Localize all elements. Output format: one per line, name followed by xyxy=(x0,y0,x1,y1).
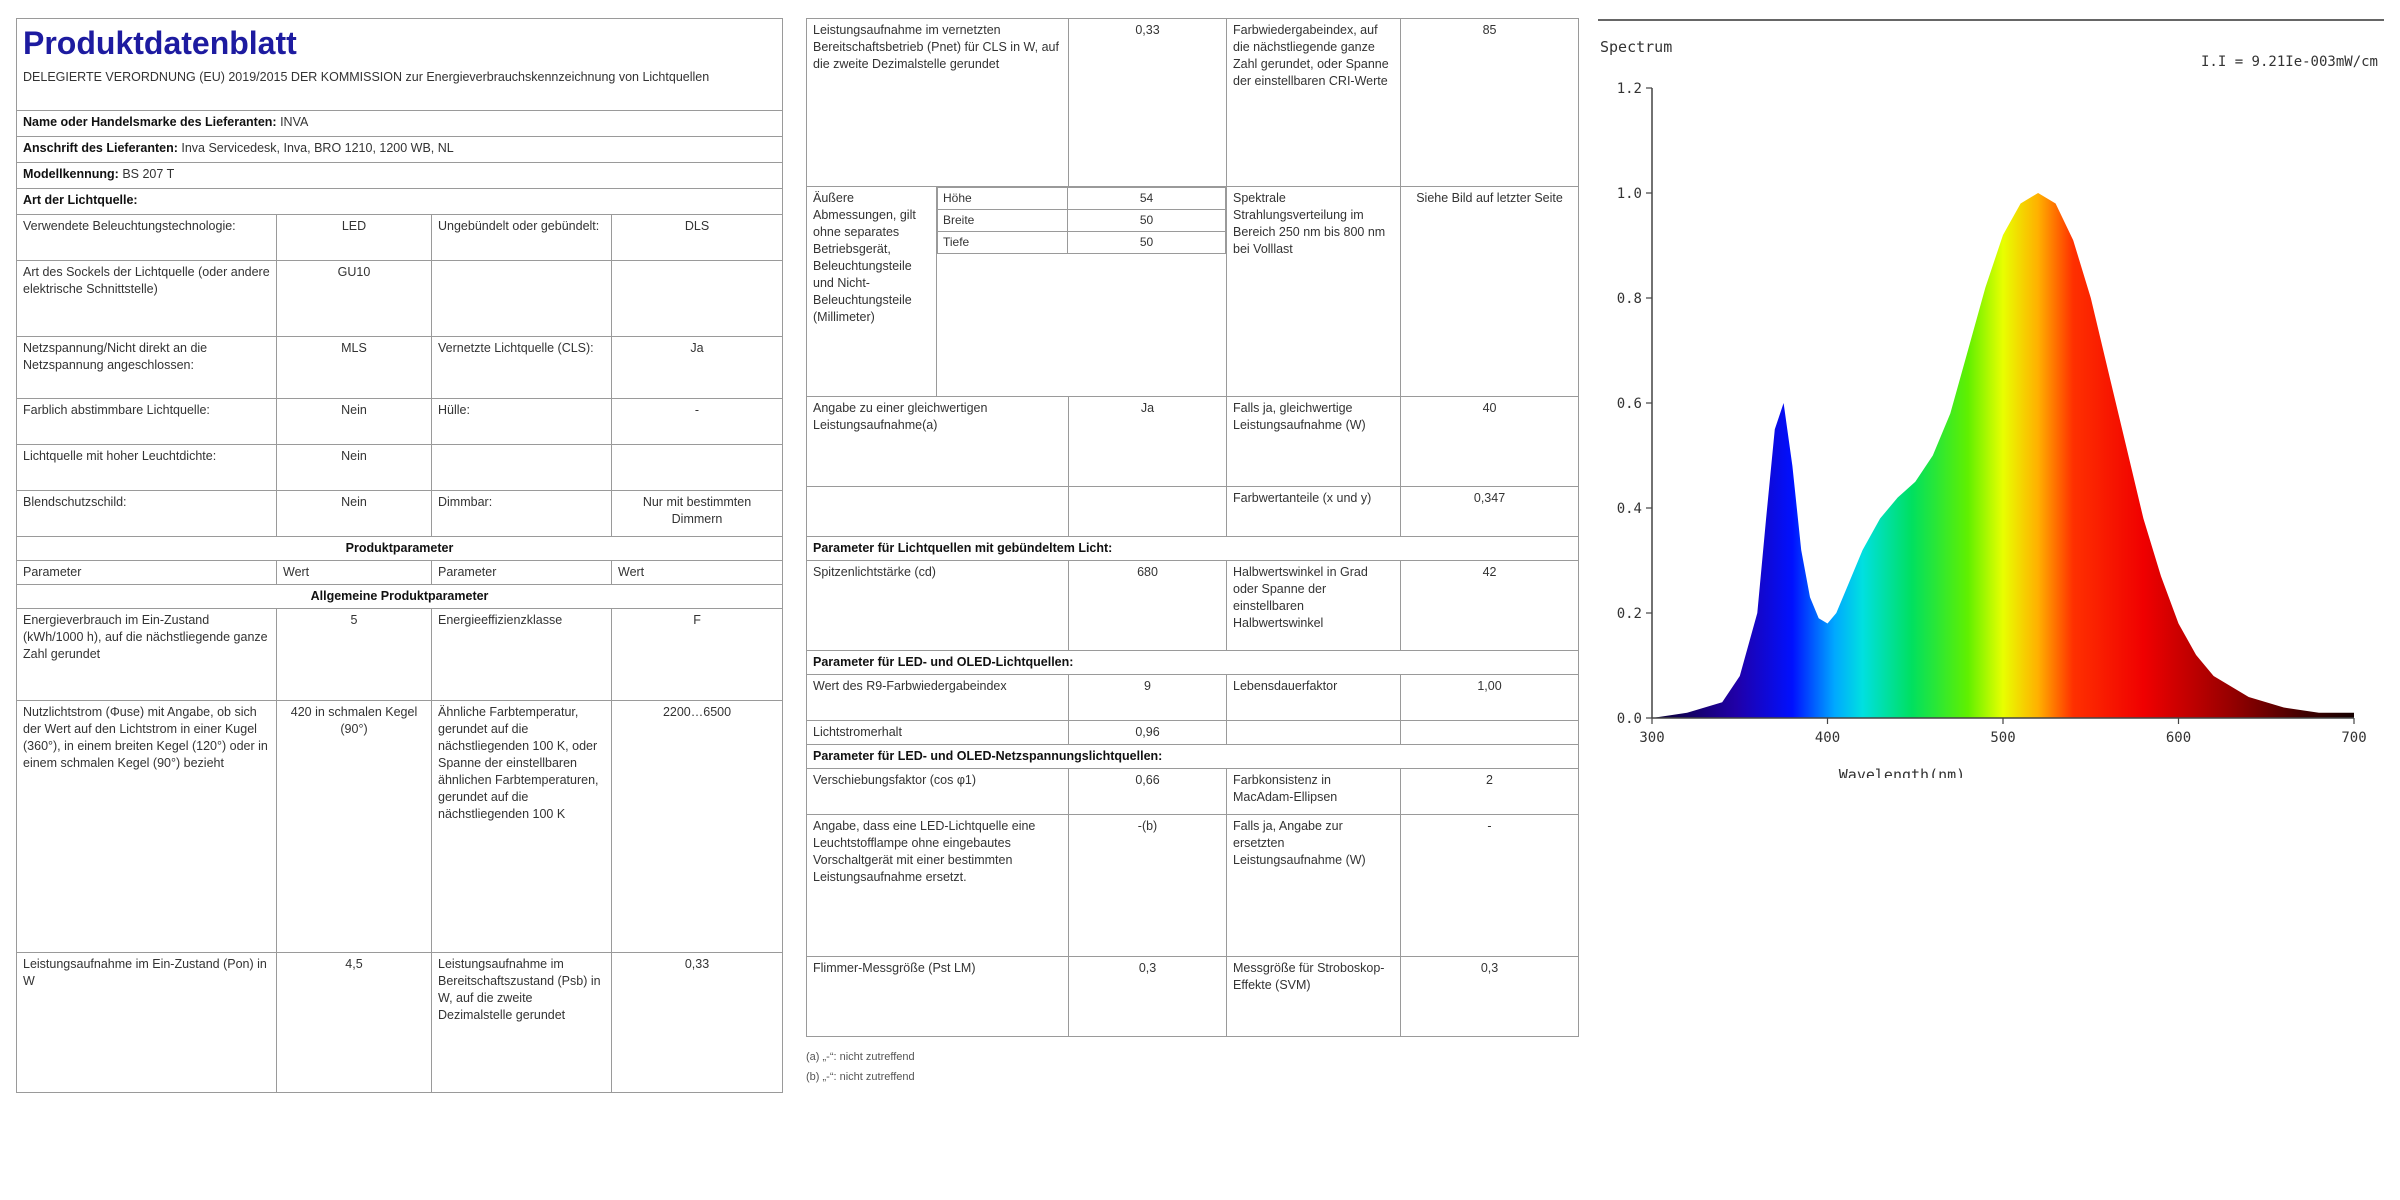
dimension-value: 54 xyxy=(1068,188,1226,210)
table-row xyxy=(17,336,783,398)
row-label xyxy=(432,444,612,490)
param-label: Energieverbrauch im Ein-Zustand (kWh/1000 h), auf die nächstliegende ganze Zahl gerundet xyxy=(17,608,277,700)
address-value: Inva Servicedesk, Inva, BRO 1210, 1200 WB, NL xyxy=(181,140,454,155)
table-row xyxy=(17,398,783,444)
regulation-text: DELEGIERTE VERORDNUNG (EU) 2019/2015 DER KOMMISSION zur Energieverbrauchskennzeichnung von Lichtquellen xyxy=(17,66,783,110)
param-label: Leistungsaufnahme im Bereitschaftszustand (Psb) in W, auf die zweite Dezimalstelle gerundet xyxy=(432,952,612,1092)
colour-consistency-value: 2 xyxy=(1401,769,1579,815)
table-row xyxy=(807,721,1579,745)
replacement-watts-value: - xyxy=(1401,815,1579,957)
row-value: Nein xyxy=(277,398,432,444)
spectrum-chart xyxy=(1598,18,2384,778)
x-tick-label: 700 xyxy=(2341,730,2367,746)
table-row xyxy=(807,769,1579,815)
flicker-label: Flimmer-Messgröße (Pst LM) xyxy=(807,957,1069,1037)
datasheet-middle xyxy=(806,18,1578,1087)
replacement-watts-label: Falls ja, Angabe zur ersetzten Leistungsaufnahme (W) xyxy=(1227,815,1401,957)
model-row xyxy=(17,162,783,188)
row-value: Nein xyxy=(277,490,432,536)
page-title: Produktdatenblatt xyxy=(23,25,297,61)
row-label: Verwendete Beleuchtungstechnologie: xyxy=(17,214,277,260)
row-label: Farblich abstimmbare Lichtquelle: xyxy=(17,398,277,444)
param-label: Nutzlichtstrom (Φuse) mit Angabe, ob sich der Wert auf den Lichtstrom in einer Kugel (360°), in einem breiten Kegel (120°) oder in einem schmalen Kegel (90°) bezieht xyxy=(17,700,277,952)
column-header: Wert xyxy=(612,560,783,584)
row-value: Nein xyxy=(277,444,432,490)
table-row xyxy=(807,19,1579,187)
row-value: DLS xyxy=(612,214,783,260)
table-row xyxy=(807,187,1579,397)
param-label: Ähnliche Farbtemperatur, gerundet auf die nächstliegenden 100 K, oder Spanne der einstellbaren ähnlichen Farbtemperaturen, gerundet auf die nächstliegenden 100 K xyxy=(432,700,612,952)
displacement-factor-value: 0,66 xyxy=(1069,769,1227,815)
row-value xyxy=(612,444,783,490)
row-value: GU10 xyxy=(277,260,432,336)
x-tick-label: 300 xyxy=(1639,730,1665,746)
y-tick-label: 1.2 xyxy=(1616,81,1642,97)
param-value: 5 xyxy=(277,608,432,700)
chart-annotation: I.I = 9.21Ie-003mW/cm xyxy=(2200,54,2378,70)
row-label: Netzspannung/Nicht direkt an die Netzspannung angeschlossen: xyxy=(17,336,277,398)
footnote-b: (b) „-“: nicht zutreffend xyxy=(806,1071,915,1083)
param-label: Leistungsaufnahme im Ein-Zustand (Pon) in W xyxy=(17,952,277,1092)
dimension-name: Höhe xyxy=(938,188,1068,210)
table-row xyxy=(17,214,783,260)
replacement-claim-label: Angabe, dass eine LED-Lichtquelle eine Leuchtstofflampe ohne eingebautes Vorschaltgerät mit einer bestimmten Leistungsaufnahme ersetzt. xyxy=(807,815,1069,957)
lumen-maintenance-value: 0,96 xyxy=(1069,721,1227,745)
table-row xyxy=(807,957,1579,1037)
param-value: 4,5 xyxy=(277,952,432,1092)
table-row xyxy=(17,608,783,700)
chart-title: Spectrum xyxy=(1600,38,1673,56)
chromaticity-value: 0,347 xyxy=(1401,487,1579,537)
param-value: 420 in schmalen Kegel (90°) xyxy=(277,700,432,952)
datasheet-table-left xyxy=(16,18,783,1093)
row-value: LED xyxy=(277,214,432,260)
mains-header: Parameter für LED- und OLED-Netzspannungslichtquellen: xyxy=(807,745,1579,769)
beam-angle-value: 42 xyxy=(1401,561,1579,651)
dimensions-cell xyxy=(937,187,1227,397)
table-row xyxy=(17,444,783,490)
row-label: Hülle: xyxy=(432,398,612,444)
table-row xyxy=(17,700,783,952)
dimension-name: Tiefe xyxy=(938,232,1068,254)
product-params-header: Produktparameter xyxy=(17,536,783,560)
y-tick-label: 0.4 xyxy=(1616,501,1642,517)
address-label: Anschrift des Lieferanten: xyxy=(23,140,178,155)
row-value: Nur mit bestimmten Dimmern xyxy=(612,490,783,536)
y-tick-label: 0.0 xyxy=(1616,711,1642,727)
model-label: Modellkennung: xyxy=(23,166,119,181)
supplier-label: Name oder Handelsmarke des Lieferanten: xyxy=(23,114,277,129)
r9-label: Wert des R9-Farbwiedergabeindex xyxy=(807,675,1069,721)
peak-intensity-value: 680 xyxy=(1069,561,1227,651)
x-axis-title: Wavelength(nm) xyxy=(1838,766,1966,778)
spectrum-label: Spektrale Strahlungsverteilung im Bereich 250 nm bis 800 nm bei Volllast xyxy=(1227,187,1401,397)
dimensions-table xyxy=(937,187,1226,254)
param-value: 85 xyxy=(1401,19,1579,187)
column-header: Parameter xyxy=(17,560,277,584)
y-tick-label: 0.6 xyxy=(1616,396,1642,412)
row-value: MLS xyxy=(277,336,432,398)
row-value: - xyxy=(612,398,783,444)
param-value: 2200…6500 xyxy=(612,700,783,952)
spectrum-area xyxy=(1652,193,2354,718)
row-label: Ungebündelt oder gebündelt: xyxy=(432,214,612,260)
row-label: Dimmbar: xyxy=(432,490,612,536)
equivalent-watts-label: Falls ja, gleichwertige Leistungsaufnahme (W) xyxy=(1227,397,1401,487)
param-label: Farbwiedergabeindex, auf die nächstliegende ganze Zahl gerundet, oder Spanne der einstellbaren CRI-Werte xyxy=(1227,19,1401,187)
directional-header: Parameter für Lichtquellen mit gebündeltem Licht: xyxy=(807,537,1579,561)
x-tick-label: 400 xyxy=(1814,730,1841,746)
row-label: Lichtquelle mit hoher Leuchtdichte: xyxy=(17,444,277,490)
general-params-header: Allgemeine Produktparameter xyxy=(17,584,783,608)
table-row xyxy=(17,490,783,536)
equivalent-power-value: Ja xyxy=(1069,397,1227,487)
chromaticity-label: Farbwertanteile (x und y) xyxy=(1227,487,1401,537)
equivalent-watts-value: 40 xyxy=(1401,397,1579,487)
param-value: F xyxy=(612,608,783,700)
dimensions-label: Äußere Abmessungen, gilt ohne separates Betriebsgerät, Beleuchtungsteile und Nicht-Beleuchtungsteile (Millimeter) xyxy=(807,187,937,397)
dimension-name: Breite xyxy=(938,210,1068,232)
supplier-value: INVA xyxy=(280,114,309,129)
beam-angle-label: Halbwertswinkel in Grad oder Spanne der einstellbaren Halbwertswinkel xyxy=(1227,561,1401,651)
table-row xyxy=(807,397,1579,487)
column-header: Parameter xyxy=(432,560,612,584)
model-value: BS 207 T xyxy=(122,166,175,181)
type-header: Art der Lichtquelle: xyxy=(17,188,783,214)
param-label: Leistungsaufnahme im vernetzten Bereitschaftsbetrieb (Pnet) für CLS in W, auf die zweite Dezimalstelle gerundet xyxy=(807,19,1069,187)
row-label: Blendschutzschild: xyxy=(17,490,277,536)
led-header: Parameter für LED- und OLED-Lichtquellen: xyxy=(807,651,1579,675)
param-value: 0,33 xyxy=(1069,19,1227,187)
row-label: Vernetzte Lichtquelle (CLS): xyxy=(432,336,612,398)
param-value: 0,33 xyxy=(612,952,783,1092)
spectrum-chart-svg xyxy=(1598,18,2384,778)
table-row xyxy=(17,260,783,336)
table-row xyxy=(807,487,1579,537)
survival-factor-value: 1,00 xyxy=(1401,675,1579,721)
plot-area xyxy=(1617,81,2367,746)
peak-intensity-label: Spitzenlichtstärke (cd) xyxy=(807,561,1069,651)
flicker-value: 0,3 xyxy=(1069,957,1227,1037)
lumen-maintenance-label: Lichtstromerhalt xyxy=(807,721,1069,745)
table-row xyxy=(807,561,1579,651)
svm-value: 0,3 xyxy=(1401,957,1579,1037)
y-tick-label: 0.2 xyxy=(1616,606,1642,622)
row-label: Art des Sockels der Lichtquelle (oder andere elektrische Schnittstelle) xyxy=(17,260,277,336)
x-tick-label: 600 xyxy=(2165,730,2192,746)
replacement-claim-value: -(b) xyxy=(1069,815,1227,957)
column-header-row xyxy=(17,560,783,584)
equivalent-power-label: Angabe zu einer gleichwertigen Leistungsaufnahme(a) xyxy=(807,397,1069,487)
row-label xyxy=(432,260,612,336)
spectrum-value: Siehe Bild auf letzter Seite xyxy=(1401,187,1579,397)
supplier-row xyxy=(17,110,783,136)
colour-consistency-label: Farbkonsistenz in MacAdam-Ellipsen xyxy=(1227,769,1401,815)
table-row xyxy=(807,675,1579,721)
datasheet-left xyxy=(16,18,782,1093)
r9-value: 9 xyxy=(1069,675,1227,721)
address-row xyxy=(17,136,783,162)
displacement-factor-label: Verschiebungsfaktor (cos φ1) xyxy=(807,769,1069,815)
datasheet-table-middle xyxy=(806,18,1579,1037)
table-row xyxy=(807,815,1579,957)
svm-label: Messgröße für Stroboskop-Effekte (SVM) xyxy=(1227,957,1401,1037)
column-header: Wert xyxy=(277,560,432,584)
dimension-value: 50 xyxy=(1068,210,1226,232)
table-row xyxy=(17,952,783,1092)
survival-factor-label: Lebensdauerfaktor xyxy=(1227,675,1401,721)
y-tick-label: 0.8 xyxy=(1616,291,1642,307)
footnote-a: (a) „-“: nicht zutreffend xyxy=(806,1051,915,1063)
y-tick-label: 1.0 xyxy=(1616,186,1642,202)
row-value: Ja xyxy=(612,336,783,398)
footnotes xyxy=(806,1047,1578,1087)
row-value xyxy=(612,260,783,336)
dimension-value: 50 xyxy=(1068,232,1226,254)
x-tick-label: 500 xyxy=(1990,730,2016,746)
param-label: Energieeffizienzklasse xyxy=(432,608,612,700)
